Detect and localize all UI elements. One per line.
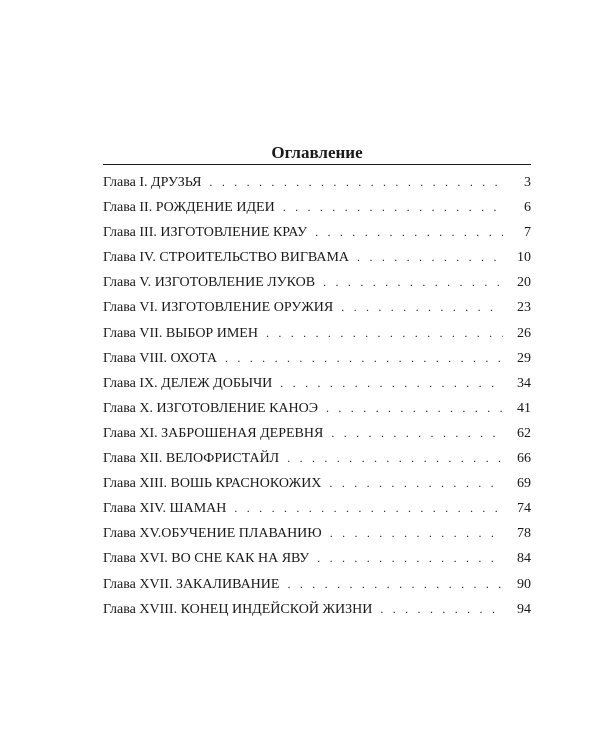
toc-chapter-title: ЗАКАЛИВАНИЕ (175, 576, 280, 592)
toc-page-number: 3 (524, 175, 531, 190)
toc-entry (103, 476, 531, 501)
toc-entry (103, 175, 531, 200)
toc-page-number: 29 (517, 350, 531, 366)
toc-chapter-label: Глава XVI. (103, 551, 168, 567)
toc-chapter-title: ВО СНЕ КАК НА ЯВУ (171, 551, 310, 567)
toc-chapter-label: Глава VII. (103, 325, 163, 341)
toc-entry (103, 225, 531, 250)
dot-leader (380, 602, 503, 617)
toc-entry (103, 275, 531, 300)
toc-chapter-title: ДРУЗЬЯ (151, 175, 202, 190)
dot-leader (225, 351, 503, 366)
dot-leader (329, 476, 503, 491)
toc-list (103, 175, 531, 627)
dot-leader (357, 250, 503, 265)
dot-leader (326, 401, 503, 416)
toc-page-number: 7 (524, 225, 531, 241)
toc-chapter-label: Глава IX. (103, 375, 158, 391)
toc-chapter-label: Глава XIV. (103, 501, 166, 517)
toc-page-number: 90 (517, 576, 531, 592)
toc-chapter-title: ЗАБРОШЕНАЯ ДЕРЕВНЯ (161, 425, 324, 441)
dot-leader (209, 175, 503, 190)
toc-page-number: 78 (517, 526, 531, 542)
toc-chapter-title: ДЕЛЕЖ ДОБЫЧИ (161, 375, 273, 391)
dot-leader (283, 200, 503, 215)
dot-leader (287, 451, 503, 466)
dot-leader (315, 225, 503, 240)
toc-entry (103, 250, 531, 275)
toc-chapter-label: Глава II. (103, 200, 153, 216)
toc-chapter-label: Глава XIII. (103, 476, 167, 492)
toc-entry (103, 451, 531, 476)
toc-chapter-label: Глава XI. (103, 425, 158, 441)
toc-chapter-label: Глава XVII. (103, 576, 173, 592)
toc-entry (103, 426, 531, 451)
dot-leader (317, 551, 503, 566)
toc-entry (103, 501, 531, 526)
table-of-contents-page (103, 143, 531, 627)
toc-entry (103, 526, 531, 551)
page-title: Оглавление (271, 143, 363, 162)
toc-chapter-label: Глава XII. (103, 451, 163, 467)
dot-leader (280, 376, 503, 391)
toc-chapter-label: Глава VI. (103, 300, 158, 316)
toc-page-number: 69 (517, 476, 531, 492)
toc-chapter-label: Глава VIII. (103, 350, 167, 366)
toc-entry (103, 200, 531, 225)
toc-entry (103, 300, 531, 325)
toc-page-number: 10 (517, 250, 531, 266)
toc-chapter-label: Глава V. (103, 275, 152, 291)
dot-leader (323, 275, 503, 290)
toc-entry (103, 401, 531, 426)
dot-leader (234, 501, 503, 516)
toc-chapter-label: Глава I. (103, 175, 148, 190)
toc-page-number: 84 (517, 551, 531, 567)
toc-chapter-label: Глава IV. (103, 250, 156, 266)
dot-leader (331, 426, 503, 441)
toc-chapter-title: ОХОТА (170, 350, 217, 366)
toc-chapter-label: Глава XV. (103, 526, 162, 542)
toc-chapter-title: ИЗГОТОВЛЕНИЕ ОРУЖИЯ (161, 300, 334, 316)
toc-entry (103, 577, 531, 602)
toc-entry (103, 551, 531, 576)
toc-page-number: 20 (517, 275, 531, 291)
toc-page-number: 41 (517, 400, 531, 416)
toc-chapter-title: СТРОИТЕЛЬСТВО ВИГВАМА (159, 250, 350, 266)
toc-entry (103, 351, 531, 376)
toc-page-number: 94 (517, 601, 531, 617)
toc-page-number: 6 (524, 200, 531, 216)
toc-chapter-title: ВОШЬ КРАСНОКОЖИХ (170, 476, 322, 492)
toc-chapter-title: ШАМАН (169, 501, 227, 517)
toc-page-number: 26 (517, 325, 531, 341)
toc-chapter-title: ВЕЛОФРИСТАЙЛ (165, 451, 280, 467)
toc-page-number: 66 (517, 451, 531, 467)
toc-chapter-label: Глава X. (103, 400, 153, 416)
toc-chapter-title: ИЗГОТОВЛЕНИЕ КАНОЭ (156, 400, 318, 416)
toc-page-number: 34 (517, 375, 531, 391)
toc-chapter-title: ОБУЧЕНИЕ ПЛАВАНИЮ (161, 526, 322, 542)
toc-page-number: 62 (517, 425, 531, 441)
dot-leader (287, 577, 503, 592)
toc-page-number: 74 (517, 501, 531, 517)
toc-chapter-title: ВЫБОР ИМЕН (165, 325, 258, 341)
dot-leader (341, 300, 503, 315)
toc-entry (103, 326, 531, 351)
dot-leader (266, 326, 503, 341)
toc-page-number: 23 (517, 300, 531, 316)
title-underline (103, 164, 531, 165)
toc-entry (103, 376, 531, 401)
toc-chapter-label: Глава XVIII. (103, 601, 178, 617)
toc-entry (103, 602, 531, 627)
toc-chapter-title: КОНЕЦ ИНДЕЙСКОЙ ЖИЗНИ (180, 601, 373, 617)
toc-chapter-label: Глава III. (103, 225, 157, 241)
toc-chapter-title: ИЗГОТОВЛЕНИЕ ЛУКОВ (154, 275, 316, 291)
toc-chapter-title: РОЖДЕНИЕ ИДЕИ (155, 200, 275, 216)
toc-chapter-title: ИЗГОТОВЛЕНИЕ КРАУ (160, 225, 308, 241)
dot-leader (330, 526, 503, 541)
